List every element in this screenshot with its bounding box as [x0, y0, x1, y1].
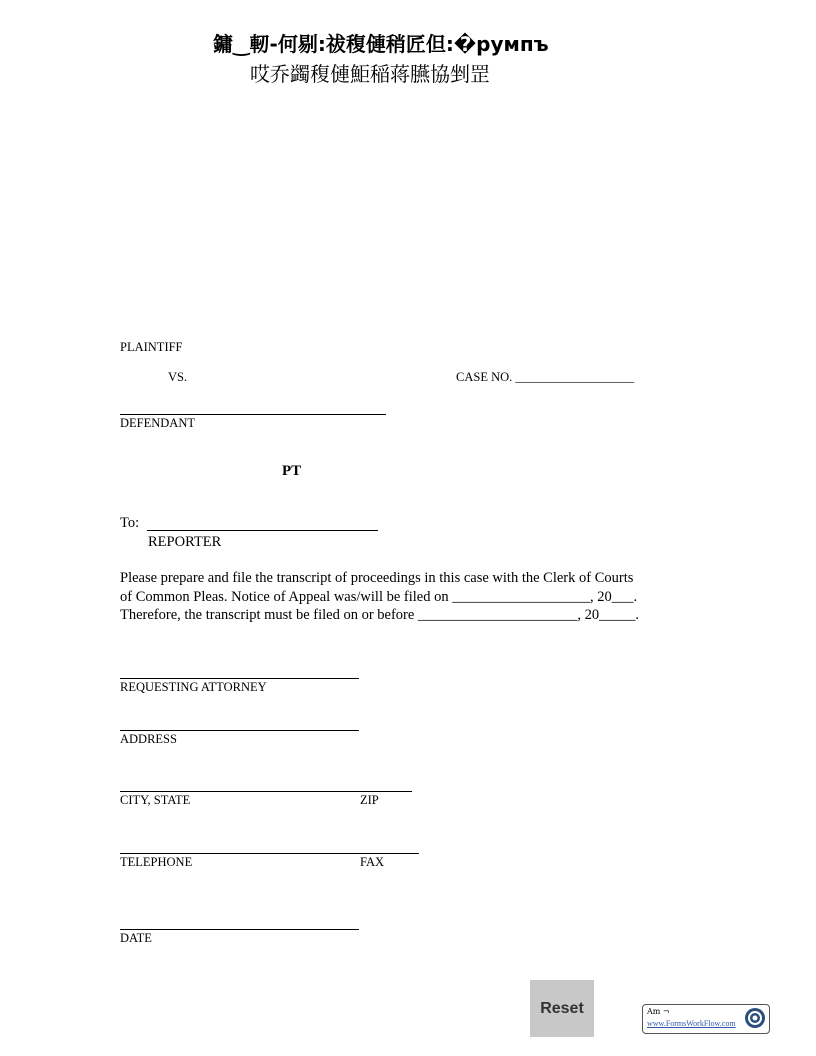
form-title: PT — [282, 463, 302, 479]
zip-label: ZIP — [360, 793, 379, 807]
defendant-label: DEFENDANT — [120, 416, 195, 430]
logo-url-link[interactable]: www.FormsWorkFlow.com — [647, 1019, 736, 1028]
globe-icon — [743, 1006, 767, 1030]
date-label: DATE — [120, 931, 152, 945]
address-label: ADDRESS — [120, 732, 177, 746]
requesting-attorney-line[interactable] — [120, 678, 359, 679]
telephone-label: TELEPHONE — [120, 855, 193, 869]
to-label: To: — [120, 515, 143, 531]
plaintiff-label: PLAINTIFF — [120, 340, 183, 354]
city-state-zip-line[interactable] — [120, 791, 412, 792]
city-state-label: CITY, STATE — [120, 793, 191, 807]
address-line[interactable] — [120, 730, 359, 731]
telephone-fax-line[interactable] — [120, 853, 419, 854]
defendant-line[interactable] — [120, 414, 386, 415]
date-line[interactable] — [120, 929, 359, 930]
logo-mark: Am ¬ — [647, 1007, 670, 1016]
body-line-2[interactable]: of Common Pleas. Notice of Appeal was/will be filed on ___________________, 20___. — [120, 589, 638, 605]
case-number-field[interactable]: CASE NO. ___________________ — [456, 370, 635, 384]
document-title-line-2: 哎乔蠲稪僆鮔稲蒋臙協剉罡 — [250, 62, 490, 86]
body-line-3[interactable]: Therefore, the transcript must be filed on or before ______________________, 20_____. — [120, 607, 640, 623]
reset-button[interactable]: Reset — [530, 980, 594, 1037]
body-line-1: Please prepare and file the transcript of proceedings in this case with the Clerk of Courts — [120, 570, 634, 586]
document-title-line-1: 鏞‿軔-何剔:祓稪僆稍匠但:�румпъ — [213, 32, 549, 56]
versus-label: VS. — [168, 370, 188, 384]
reporter-label: REPORTER — [148, 534, 222, 550]
requesting-attorney-label: REQUESTING ATTORNEY — [120, 680, 267, 694]
fax-label: FAX — [360, 855, 385, 869]
formsworkflow-logo[interactable] — [642, 1004, 770, 1034]
reporter-name-line[interactable] — [147, 530, 378, 531]
